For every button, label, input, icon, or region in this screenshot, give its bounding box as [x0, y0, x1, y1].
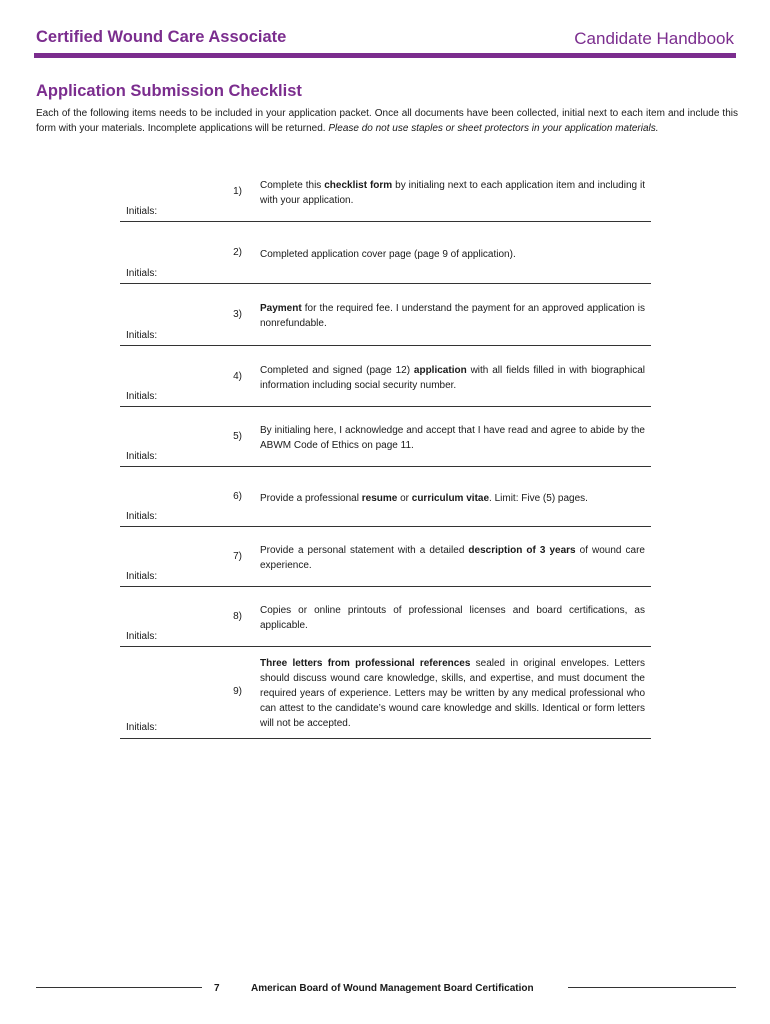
initials-label: Initials:: [126, 451, 158, 462]
item-number: 3): [233, 309, 242, 320]
checklist-item-2: [120, 221, 651, 284]
page-title: Application Submission Checklist: [36, 82, 302, 100]
item-description: Payment for the required fee. I understand the payment for an approved application is nonrefundable.: [260, 303, 645, 329]
item-description: By initialing here, I acknowledge and accept that I have read and agree to abide by the ABWM Code of Ethics on page 11.: [260, 425, 645, 451]
item-number: 4): [233, 371, 242, 382]
initials-label: Initials:: [126, 571, 158, 582]
checklist-item-7: [120, 526, 651, 587]
checklist-item-1: [120, 168, 651, 222]
item-number: 9): [233, 686, 242, 697]
item-number: 2): [233, 247, 242, 258]
item-description: Three letters from professional references sealed in original envelopes. Letters should discuss wound care knowledge, skills, and expertise, and must document the required years of experience. Letters may be written by any medical professional who can attest to the candidate’s wound care knowledge and skills. Identical or form letters will not be accepted.: [260, 658, 645, 729]
initials-label: Initials:: [126, 631, 158, 642]
initials-label: Initials:: [126, 206, 158, 217]
checklist-item-8: [120, 586, 651, 647]
item-description: Completed and signed (page 12) application with all fields filled in with biographical information including social security number.: [260, 365, 645, 391]
initials-label: Initials:: [126, 268, 158, 279]
item-number: 6): [233, 491, 242, 502]
item-description: Completed application cover page (page 9 of application).: [260, 249, 516, 260]
footer-page-number: 7: [214, 983, 220, 994]
initials-label: Initials:: [126, 330, 158, 341]
initials-label: Initials:: [126, 511, 158, 522]
intro-italic-note: Please do not use staples or sheet protectors in your application materials.: [328, 123, 659, 134]
item-number: 1): [233, 186, 242, 197]
item-number: 5): [233, 431, 242, 442]
intro-paragraph: [36, 106, 738, 136]
item-description: Provide a personal statement with a detailed description of 3 years of wound care experience.: [260, 545, 645, 571]
item-description: Copies or online printouts of professional licenses and board certifications, as applicable.: [260, 605, 645, 631]
initials-label: Initials:: [126, 722, 158, 733]
initials-label: Initials:: [126, 391, 158, 402]
header-left-title: Certified Wound Care Associate: [36, 28, 287, 46]
checklist-item-9: [120, 646, 651, 739]
checklist-item-6: [120, 466, 651, 527]
checklist-item-3: [120, 283, 651, 346]
item-description: Provide a professional resume or curriculum vitae. Limit: Five (5) pages.: [260, 493, 588, 504]
checklist-item-5: [120, 406, 651, 467]
item-description: Complete this checklist form by initialing next to each application item and including it with your application.: [260, 180, 646, 206]
header-right-title: Candidate Handbook: [574, 29, 734, 48]
header-rule: [34, 53, 736, 58]
item-number: 7): [233, 551, 242, 562]
intro-text: Each of the following items needs to be included in your application packet. Once all documents have been collected, initial next to each item and include this form with your materials. Incomplete applications will be returned.: [36, 108, 738, 134]
footer-rule-left: [36, 987, 202, 988]
footer-text: American Board of Wound Management Board Certification: [251, 983, 534, 994]
item-number: 8): [233, 611, 242, 622]
checklist-item-4: [120, 345, 651, 407]
footer-rule-right: [568, 987, 736, 988]
